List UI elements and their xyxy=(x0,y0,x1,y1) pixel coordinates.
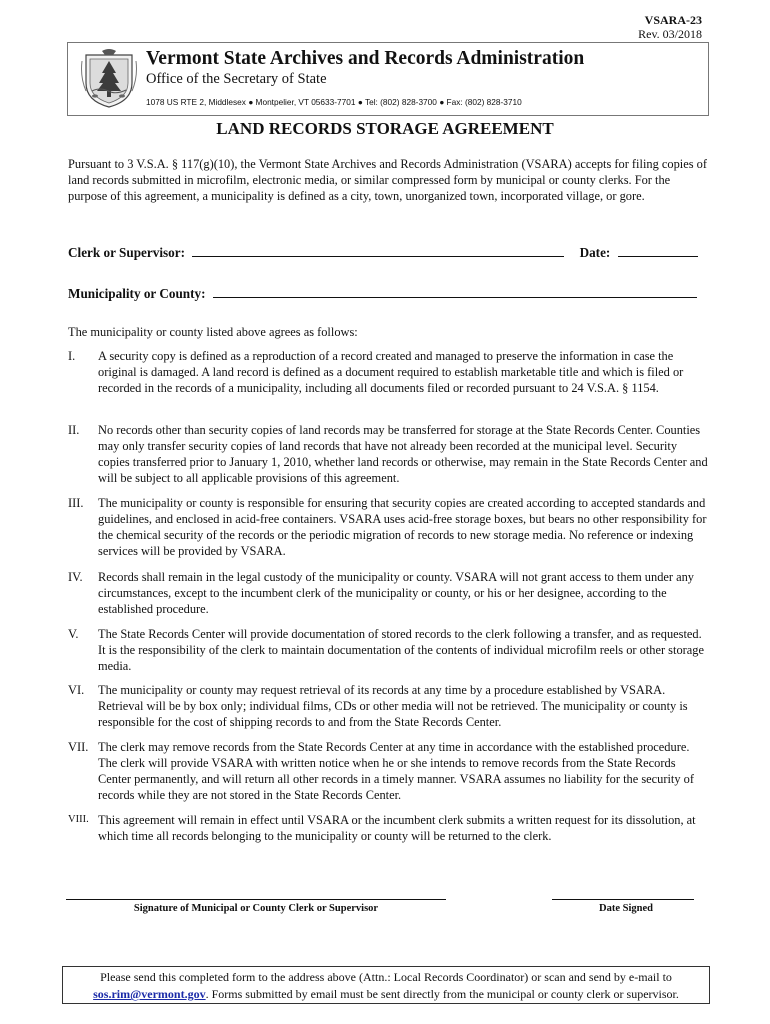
item-number: VII. xyxy=(68,740,89,754)
item-number: IV. xyxy=(68,570,83,584)
document-title: LAND RECORDS STORAGE AGREEMENT xyxy=(216,119,554,138)
date-label: Date: xyxy=(579,245,611,260)
submission-instructions-box xyxy=(62,966,710,1004)
submission-text-start: Please send this completed form to the address above (Attn.: Local Records Coordinator) or scan and send by e-mail to xyxy=(100,970,672,984)
agreement-item xyxy=(68,682,710,730)
clerk-label: Clerk or Supervisor: xyxy=(68,245,185,260)
agrees-intro: The municipality or county listed above agrees as follows: xyxy=(68,325,358,339)
agreement-item xyxy=(68,422,710,486)
form-code-block xyxy=(638,13,702,41)
item-text: The State Records Center will provide documentation of stored records to the clerk following a transfer, and as requested. It is the responsibility of the clerk to maintain documentation of the contents of individual microfilm reels or other storage media. xyxy=(98,627,704,673)
agreement-item xyxy=(68,739,710,803)
item-text: The municipality or county may request retrieval of its records at any time by a procedure established by VSARA. Retrieval will be by box only; individual films, CDs or other media will not be retrieved. The municipality or county is responsible for the cost of shipping records to and from the State Records Center. xyxy=(98,683,688,729)
date-signed-line[interactable] xyxy=(552,899,694,900)
agreement-item xyxy=(68,812,710,844)
item-text: The clerk may remove records from the State Records Center at any time in accordance with the established procedure. The clerk will provide VSARA with written notice when he or she intends to remove records from the State Records Center permanently, and will return all other records in a timely manner. VSARA assumes no liability for the security of records while they are not stored in the State Records Center. xyxy=(98,740,694,802)
item-text: No records other than security copies of land records may be transferred for storage at the State Records Center. Counties may only transfer security copies of land records that have not already been recorded at the municipal level. Security copies transferred prior to January 1, 2010, whether land records or otherwise, may remain in the State Records Center and will be subject to all applicable provisions of this agreement. xyxy=(98,423,708,485)
item-text: Records shall remain in the legal custody of the municipality or county. VSARA will not grant access to them under any circumstances, except to the incumbent clerk of the municipality or county, or his or her designee, according to the established procedure. xyxy=(98,570,695,616)
municipality-label: Municipality or County: xyxy=(68,286,206,301)
signature-line[interactable] xyxy=(66,899,446,900)
item-text: The municipality or county is responsible for ensuring that security copies are created according to accepted standards and guidelines, and enclosed in acid-free containers. VSARA uses acid-free storage boxes, but bears no other responsibility for the chemical security of the records or the periodic migration of records to new storage media. No reference or indexing services will be provided by VSARA. xyxy=(98,496,707,558)
clerk-input-line[interactable] xyxy=(192,244,564,257)
agreement-item xyxy=(68,569,710,617)
form-revision: Rev. 03/2018 xyxy=(638,27,702,41)
municipality-field-row xyxy=(68,285,704,302)
item-number: VIII. xyxy=(68,814,89,825)
item-number: I. xyxy=(68,349,76,363)
item-number: II. xyxy=(68,423,80,437)
agreement-item xyxy=(68,348,710,396)
submission-text-end: . Forms submitted by email must be sent directly from the municipal or county clerk or supervisor. xyxy=(205,987,679,1001)
date-signed-label: Date Signed xyxy=(599,903,653,914)
clerk-field-row xyxy=(68,244,704,261)
email-link[interactable]: sos.rim@vermont.gov xyxy=(93,987,206,1001)
agreement-item xyxy=(68,626,710,674)
item-number: III. xyxy=(68,496,84,510)
municipality-input-line[interactable] xyxy=(213,285,697,298)
agency-name: Vermont State Archives and Records Administration xyxy=(146,48,585,69)
date-input-line[interactable] xyxy=(618,244,698,257)
vermont-seal-icon xyxy=(80,47,138,109)
item-number: VI. xyxy=(68,683,85,697)
item-text: This agreement will remain in effect until VSARA or the incumbent clerk submits a written request for its dissolution, at which time all records belonging to the municipality or county will be returned to the clerk. xyxy=(98,813,696,843)
agreement-item xyxy=(68,495,710,559)
item-text: A security copy is defined as a reproduction of a record created and managed to preserve the information in case the original is damaged. A land record is defined as a document required to establish marketable title and which is filed or recorded in the records of a municipality, including all documents filed or recorded pursuant to 24 V.S.A. § 1154. xyxy=(98,349,684,395)
office-name: Office of the Secretary of State xyxy=(146,71,327,87)
signature-label: Signature of Municipal or County Clerk or Supervisor xyxy=(133,903,379,914)
form-code: VSARA-23 xyxy=(644,13,702,27)
agency-address: 1078 US RTE 2, Middlesex ● Montpelier, VT 05633-7701 ● Tel: (802) 828-3700 ● Fax: (802) 828-3710 xyxy=(146,97,522,107)
item-number: V. xyxy=(68,627,79,641)
intro-paragraph: Pursuant to 3 V.S.A. § 117(g)(10), the Vermont State Archives and Records Administration (VSARA) accepts for filing copies of land records submitted in microfilm, electronic media, or similar compressed form by municipal or county clerks. For the purpose of this agreement, a municipality is defined as a city, town, unorganized town, incorporated village, or gore. xyxy=(68,157,707,203)
